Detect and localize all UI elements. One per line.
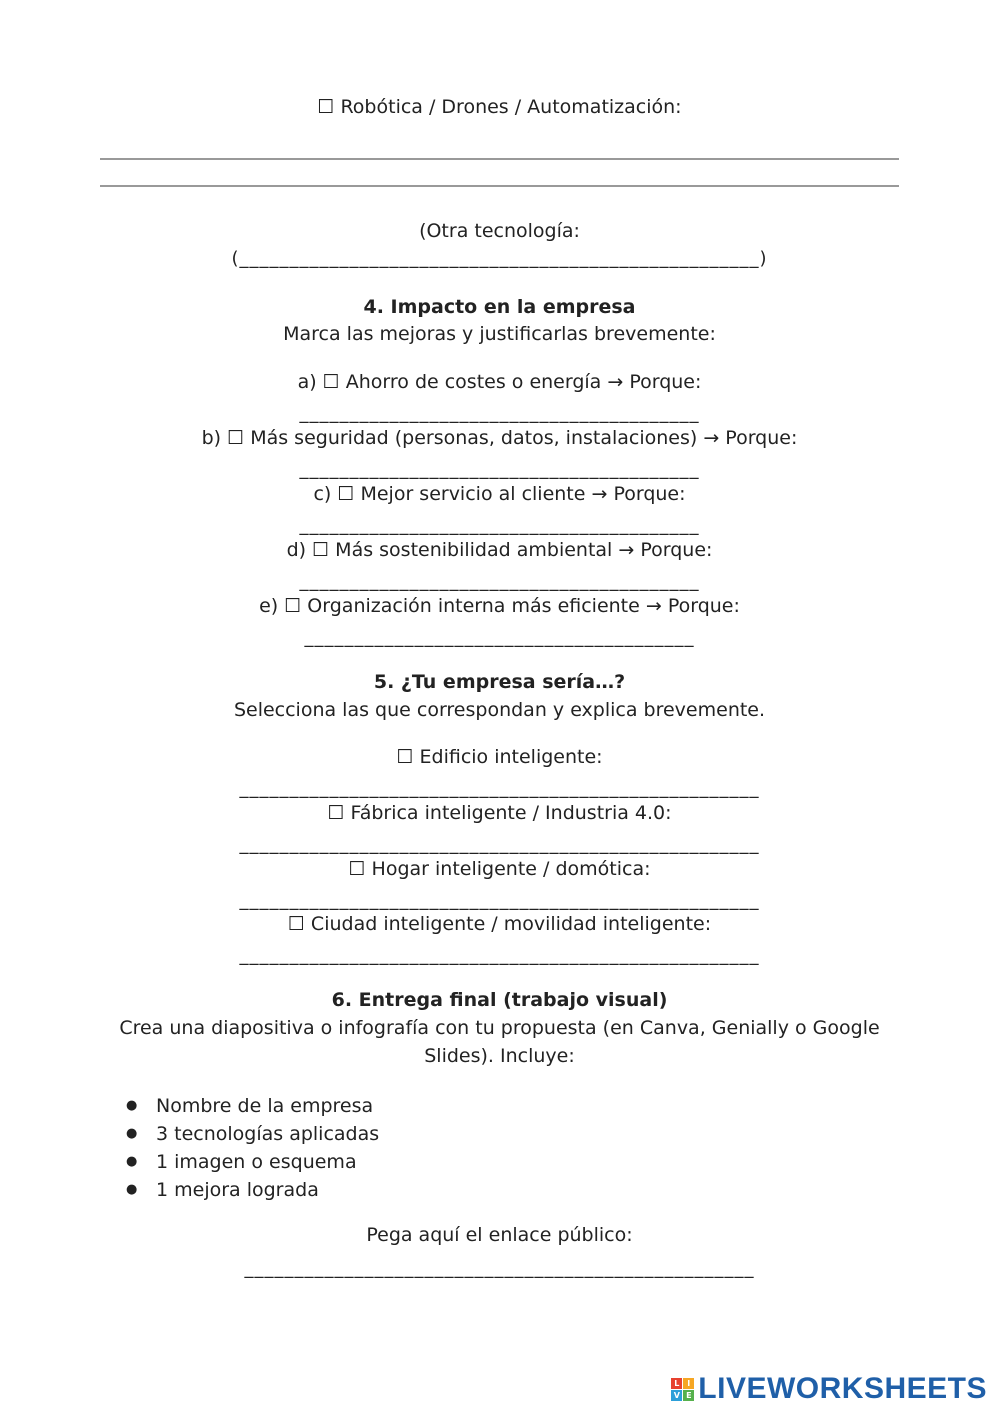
answer-line-1[interactable] — [100, 158, 899, 160]
impact-option-c[interactable]: c) ☐ Mejor servicio al cliente → Porque: — [313, 483, 686, 505]
impact-option-a[interactable]: a) ☐ Ahorro de costes o energía → Porque: — [297, 371, 702, 393]
impact-option-b[interactable]: b) ☐ Más seguridad (personas, datos, instalaciones) → Porque: — [201, 427, 798, 449]
company-option-hogar[interactable]: ☐ Hogar inteligente / domótica: — [348, 858, 651, 880]
liveworksheets-logo-text: LIVEWORKSHEETS — [698, 1372, 987, 1405]
liveworksheets-logo — [671, 1372, 987, 1406]
deliverables-list — [126, 1092, 379, 1204]
company-answer-edificio[interactable]: ____________________________________________________ — [239, 778, 760, 799]
list-item: ● 3 tecnologías aplicadas — [126, 1120, 379, 1148]
impact-option-e[interactable]: e) ☐ Organización interna más eficiente → Porque: — [259, 595, 740, 617]
company-answer-fabrica[interactable]: ____________________________________________________ — [239, 834, 760, 855]
list-item: ● 1 mejora lograda — [126, 1176, 379, 1204]
impact-answer-b[interactable]: ________________________________________ — [299, 459, 700, 480]
company-option-ciudad[interactable]: ☐ Ciudad inteligente / movilidad inteligente: — [287, 913, 712, 935]
section4-title: 4. Impacto en la empresa — [363, 296, 636, 318]
impact-answer-d[interactable]: ________________________________________ — [299, 571, 700, 592]
robotica-option[interactable]: ☐ Robótica / Drones / Automatización: — [317, 96, 682, 118]
list-item: ● Nombre de la empresa — [126, 1092, 379, 1120]
section6-title: 6. Entrega final (trabajo visual) — [331, 989, 668, 1011]
company-answer-hogar[interactable]: ____________________________________________________ — [239, 890, 760, 911]
other-technology-label: (Otra tecnología: — [419, 220, 580, 242]
section6-instructions-line1: Crea una diapositiva o infografía con tu propuesta (en Canva, Genially o Google — [119, 1017, 880, 1039]
section4-instructions: Marca las mejoras y justificarlas brevemente: — [283, 323, 716, 345]
company-answer-ciudad[interactable]: ____________________________________________________ — [239, 945, 760, 966]
section5-title: 5. ¿Tu empresa sería…? — [373, 671, 626, 693]
impact-answer-c[interactable]: ________________________________________ — [299, 515, 700, 536]
impact-option-d[interactable]: d) ☐ Más sostenibilidad ambiental → Porque: — [286, 539, 713, 561]
impact-answer-e[interactable]: _______________________________________ — [304, 627, 695, 648]
impact-answer-a[interactable]: ________________________________________ — [299, 403, 700, 424]
company-option-fabrica[interactable]: ☐ Fábrica inteligente / Industria 4.0: — [327, 802, 672, 824]
list-item: ● 1 imagen o esquema — [126, 1148, 379, 1176]
other-technology-blank[interactable]: (____________________________________________________) — [231, 248, 768, 269]
company-option-edificio[interactable]: ☐ Edificio inteligente: — [396, 746, 603, 768]
answer-line-2[interactable] — [100, 185, 899, 187]
link-label: Pega aquí el enlace público: — [366, 1224, 633, 1246]
link-answer-blank[interactable]: ___________________________________________________ — [244, 1258, 755, 1279]
liveworksheets-logo-icon: L I V E — [671, 1378, 694, 1401]
section6-instructions-line2: Slides). Incluye: — [424, 1045, 575, 1067]
section5-instructions: Selecciona las que correspondan y explica brevemente. — [233, 699, 766, 721]
